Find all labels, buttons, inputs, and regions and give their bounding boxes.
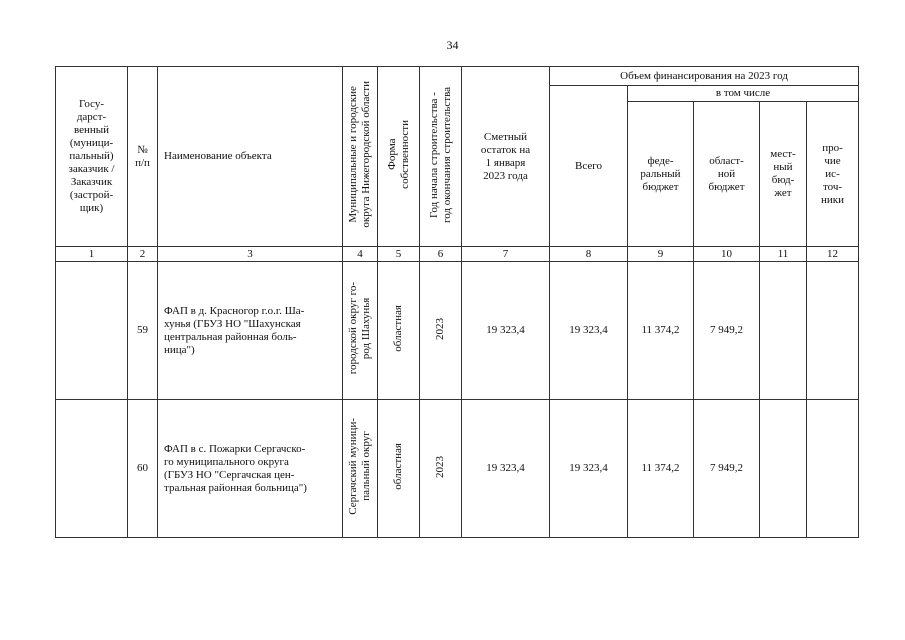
row-regional: 7 949,2: [694, 262, 760, 400]
header-federal: феде- ральный бюджет: [628, 102, 694, 247]
row-estimate: 19 323,4: [462, 262, 550, 400]
page-number: 34: [446, 38, 459, 52]
row-years: [420, 262, 462, 400]
row-district: [343, 400, 378, 538]
column-number: 4: [343, 247, 378, 262]
row-district-text: Сергачский муници- пальный округ: [347, 418, 372, 515]
column-number: 11: [760, 247, 807, 262]
row-total: 19 323,4: [550, 262, 628, 400]
row-customer: [56, 400, 128, 538]
row-ownership: [378, 262, 420, 400]
row-other: [807, 262, 859, 400]
row-total: 19 323,4: [550, 400, 628, 538]
header-local: мест- ный бюд- жет: [760, 102, 807, 247]
row-estimate: 19 323,4: [462, 400, 550, 538]
row-years: [420, 400, 462, 538]
header-estimate: Сметный остаток на 1 января 2023 года: [462, 67, 550, 247]
row-regional: 7 949,2: [694, 400, 760, 538]
row-object-name: ФАП в д. Красногор г.о.г. Ша- хунья (ГБУЗ НО "Шахунская центральная районная боль- ница"): [158, 262, 343, 400]
header-regional: област- ной бюджет: [694, 102, 760, 247]
header-years-text: Год начала строительства - год окончания строительства: [427, 86, 453, 223]
header-customer: Госу- дарст- венный (муници- пальный) заказчик / Заказчик (застрой- щик): [56, 67, 128, 247]
column-number: 1: [56, 247, 128, 262]
column-number: 7: [462, 247, 550, 262]
row-object-name: ФАП в с. Пожарки Сергачско- го муниципального округа (ГБУЗ НО "Сергачская цен- тральная районная больница"): [158, 400, 343, 538]
column-number: 8: [550, 247, 628, 262]
header-total: Всего: [550, 86, 628, 247]
column-number: 2: [128, 247, 158, 262]
column-numbers-row: [56, 247, 859, 262]
row-years-text: 2023: [434, 317, 446, 340]
column-number: 10: [694, 247, 760, 262]
column-number: 6: [420, 247, 462, 262]
row-district: [343, 262, 378, 400]
row-number: 60: [128, 400, 158, 538]
header-district: [343, 67, 378, 247]
header-district-text: Муниципальные и городские округа Нижегородской области: [347, 81, 372, 228]
row-ownership: [378, 400, 420, 538]
column-number: 9: [628, 247, 694, 262]
header-funding: Объем финансирования на 2023 год: [550, 67, 859, 86]
row-number: 59: [128, 262, 158, 400]
row-other: [807, 400, 859, 538]
column-number: 5: [378, 247, 420, 262]
header-other: про- чие ис- точ- ники: [807, 102, 859, 247]
row-local: [760, 262, 807, 400]
header-number: № п/п: [128, 67, 158, 247]
column-number: 12: [807, 247, 859, 262]
header-ownership-text: Форма собственности: [385, 120, 411, 189]
header-years: [420, 67, 462, 247]
row-ownership-text: областная: [392, 305, 404, 352]
row-years-text: 2023: [434, 455, 446, 478]
header-row-top: [56, 67, 859, 86]
header-including: в том числе: [628, 86, 859, 102]
header-ownership: [378, 67, 420, 247]
row-customer: [56, 262, 128, 400]
row-federal: 11 374,2: [628, 400, 694, 538]
table-row: [56, 262, 859, 400]
row-federal: 11 374,2: [628, 262, 694, 400]
table-row: [56, 400, 859, 538]
header-object-name: Наименование объекта: [158, 67, 343, 247]
column-number: 3: [158, 247, 343, 262]
row-local: [760, 400, 807, 538]
financing-table: [55, 66, 859, 538]
row-district-text: городской округ го- род Шахунья: [347, 282, 372, 375]
row-ownership-text: областная: [392, 443, 404, 490]
